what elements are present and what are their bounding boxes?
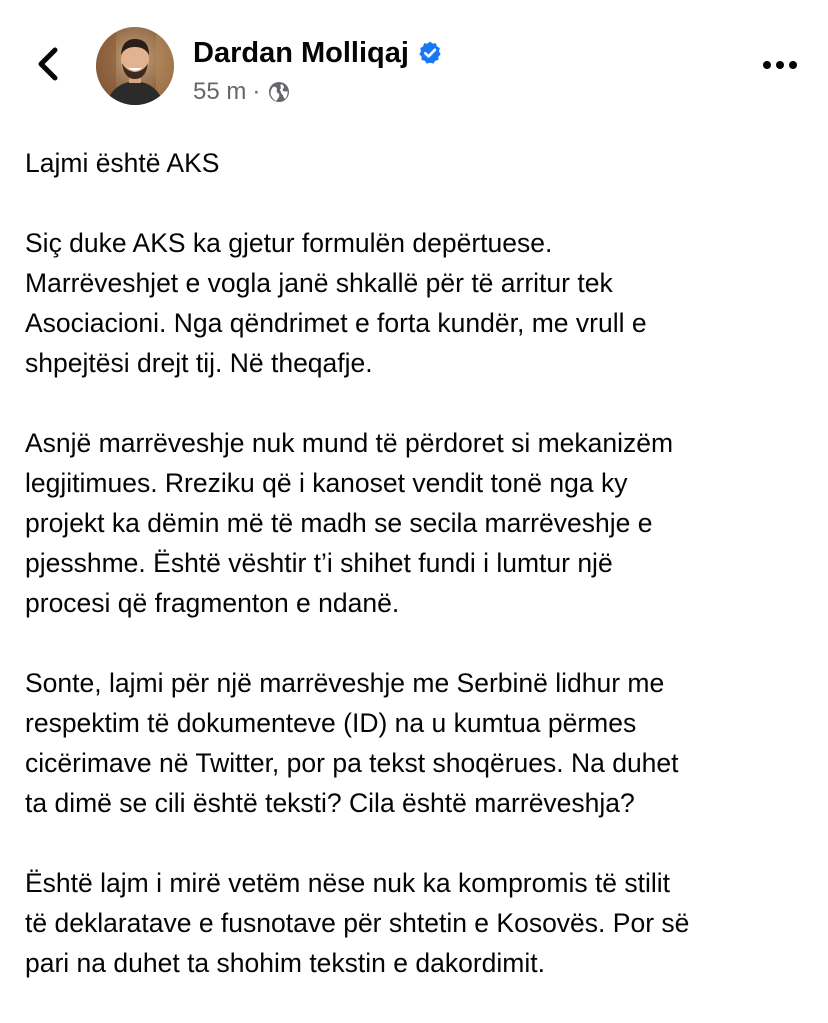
post-paragraph: Lajmi është AKS [25, 148, 220, 178]
post-time[interactable]: 55 m [193, 78, 247, 105]
more-options-button[interactable] [756, 50, 804, 80]
verified-badge-icon [417, 40, 443, 66]
post-text [25, 143, 815, 1023]
post-meta [193, 77, 290, 107]
more-options-icon [762, 60, 798, 70]
post-paragraph: Është lajm i mirë vetëm nëse nuk ka kompromis të stilit të deklaratave e fusnotave për shtetin e Kosovës. Por së pari na duhet ta shohim tekstin e dakordimit. [25, 868, 690, 978]
meta-separator: · [252, 78, 261, 105]
chevron-left-icon [35, 47, 61, 81]
author-name-text[interactable]: Dardan Molliqaj [193, 37, 409, 69]
post-paragraph: Asnjë marrëveshje nuk mund të përdoret si mekanizëm legjitimues. Rreziku që i kanoset vendit tonë nga ky projekt ka dëmin më të madh se secila marrëveshje e pjesshme. Është vështir t’i shihet fundi i lumtur një procesi që fragmenton e ndanë. [25, 428, 674, 618]
post-paragraph: Siç duke AKS ka gjetur formulën depërtuese. Marrëveshjet e vogla janë shkallë për të arritur tek Asociacioni. Nga qëndrimet e forta kundër, me vrull e shpejtësi drejt tij. Në theqafje. [25, 228, 647, 378]
post-paragraph: Sonte, lajmi për një marrëveshje me Serbinë lidhur me respektim të dokumenteve (ID) na u kumtua përmes cicërimave në Twitter, por pa tekst shoqërues. Na duhet ta dimë se cili është teksti? Cila është marrëveshja? [25, 668, 679, 818]
back-button[interactable] [26, 42, 70, 86]
avatar[interactable] [96, 27, 174, 105]
author-name[interactable] [193, 36, 443, 70]
post-header [0, 0, 828, 130]
globe-icon[interactable] [268, 81, 290, 103]
